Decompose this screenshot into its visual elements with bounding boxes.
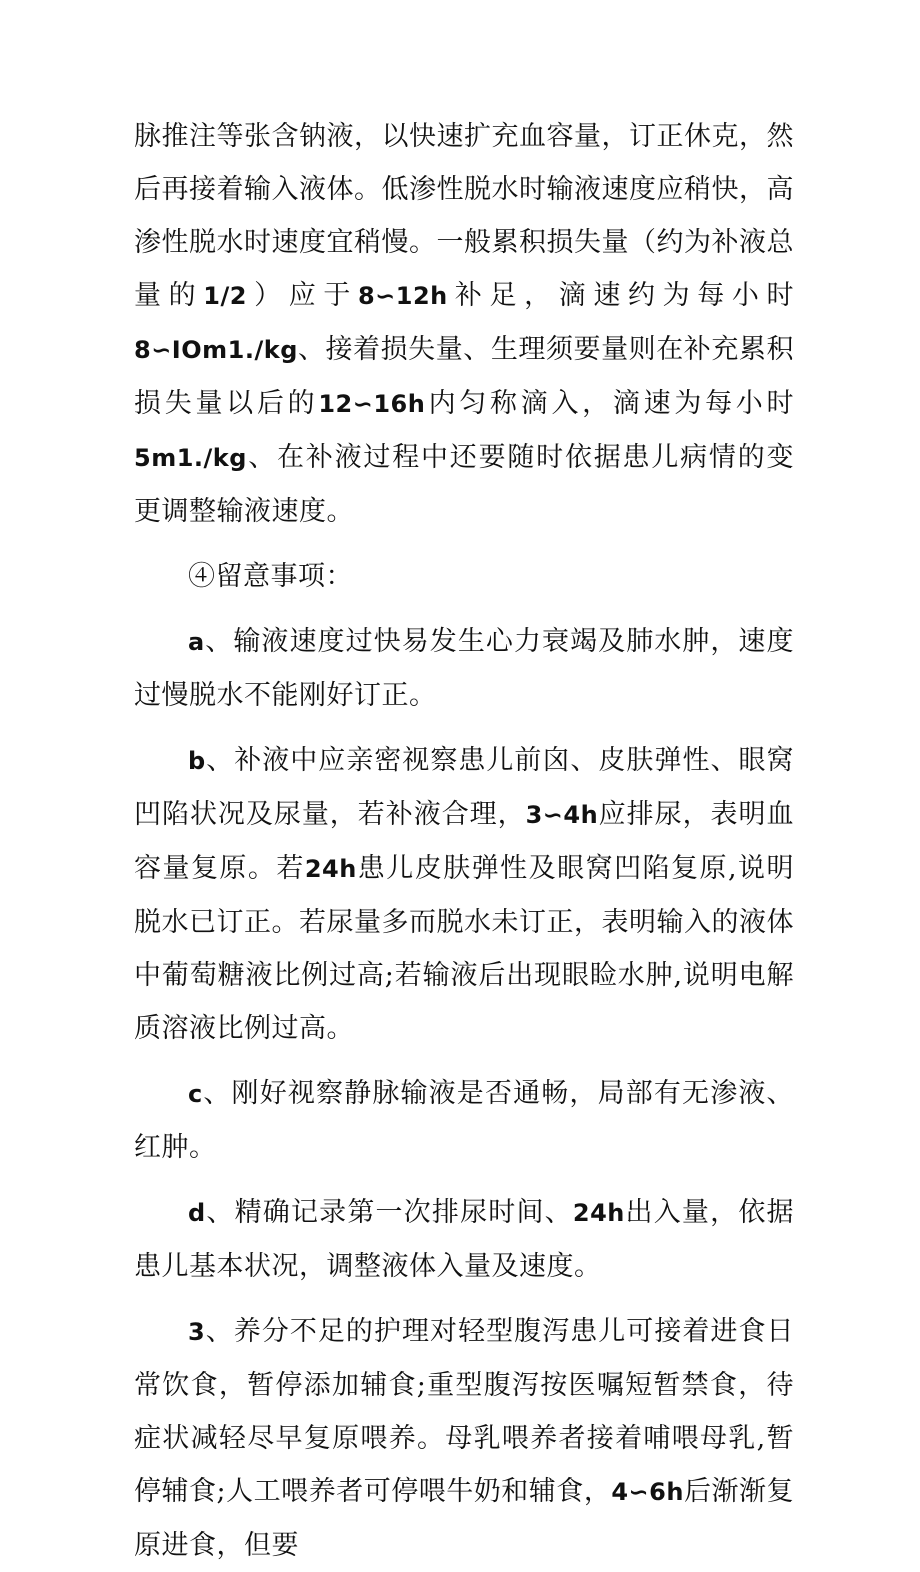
text-run: 、养分不足的护理对轻型腹泻患儿可接着进食日常饮食，暂停添加辅食;重型腹泻按医嘱短暂禁食，待症状减轻尽早复原喂养。母乳喂养者接着哺喂母乳,暂停辅食;人工喂养者可停喂牛奶和辅食， <box>134 1316 794 1507</box>
paragraph-nutrition-care <box>134 1305 794 1572</box>
bold-text-run: 3∽4h <box>525 801 599 829</box>
text-run: ）应于 <box>246 280 358 311</box>
bold-text-run: 12∽16h <box>318 390 426 418</box>
text-run: 后渐渐复原进食，但要 <box>134 1476 794 1561</box>
text-run: 出入量，依据患儿基本状况，调整液体入量及速度。 <box>134 1197 795 1282</box>
bold-text-run: 5m1./kg <box>134 444 247 472</box>
bold-text-run: 8∽12h <box>357 282 448 310</box>
text-run: 内匀称滴入，滴速为每小时 <box>425 388 795 419</box>
text-run: 、在补液过程中还要随时依据患儿病情的变更调整输液速度。 <box>134 442 794 527</box>
bold-text-run: d <box>188 1199 206 1227</box>
bold-text-run: 3 <box>188 1318 206 1346</box>
paragraph-precaution-a <box>134 615 794 722</box>
text-run: 脉推注等张含钠液，以快速扩充血容量，订正休克，然后再接着输入液体。低渗性脱水时输液速度应稍快，高渗性脱水时速度宜稍慢。一般累积损失量（约为补液总量的 <box>134 121 794 311</box>
text-run: 、输液速度过快易发生心力衰竭及肺水肿，速度过慢脱水不能刚好订正。 <box>134 626 794 711</box>
text-run: 、精确记录第一次排尿时间、 <box>205 1197 573 1228</box>
paragraph-precaution-c <box>134 1067 794 1174</box>
paragraph-infusion-speed <box>134 110 794 538</box>
bold-text-run: c <box>188 1080 203 1108</box>
bold-text-run: a <box>188 628 205 656</box>
text-run: 补足，滴速约为每小时 <box>447 280 795 311</box>
body-text <box>134 110 794 1572</box>
text-run: 、接着损失量、生理须要量则在补充累积损失量以后的 <box>134 334 794 419</box>
text-run: 、补液中应亲密视察患儿前囟、皮肤弹性、眼窝凹陷状况及尿量，若补液合理， <box>134 745 794 830</box>
text-run: 、刚好视察静脉输液是否通畅，局部有无渗液、红肿。 <box>134 1078 794 1163</box>
bold-text-run: 4∽6h <box>611 1478 684 1506</box>
bold-text-run: b <box>188 747 206 775</box>
bold-text-run: 24h <box>304 855 357 883</box>
text-run: 患儿皮肤弹性及眼窝凹陷复原,说明脱水已订正。若尿量多而脱水未订正，表明输入的液体中葡萄糖液比例过高;若输液后出现眼睑水肿,说明电解质溶液比例过高。 <box>134 853 794 1044</box>
paragraph-precaution-d <box>134 1186 794 1293</box>
paragraph-precaution-b <box>134 734 794 1055</box>
text-run: 应排尿，表明血容量复原。若 <box>134 799 795 884</box>
bold-text-run: 8∽IOm1./kg <box>134 336 298 364</box>
paragraph-precautions-heading <box>134 550 794 603</box>
text-run: ④留意事项： <box>188 561 353 592</box>
bold-text-run: 24h <box>572 1199 625 1227</box>
bold-text-run: 1/2 <box>203 282 247 310</box>
